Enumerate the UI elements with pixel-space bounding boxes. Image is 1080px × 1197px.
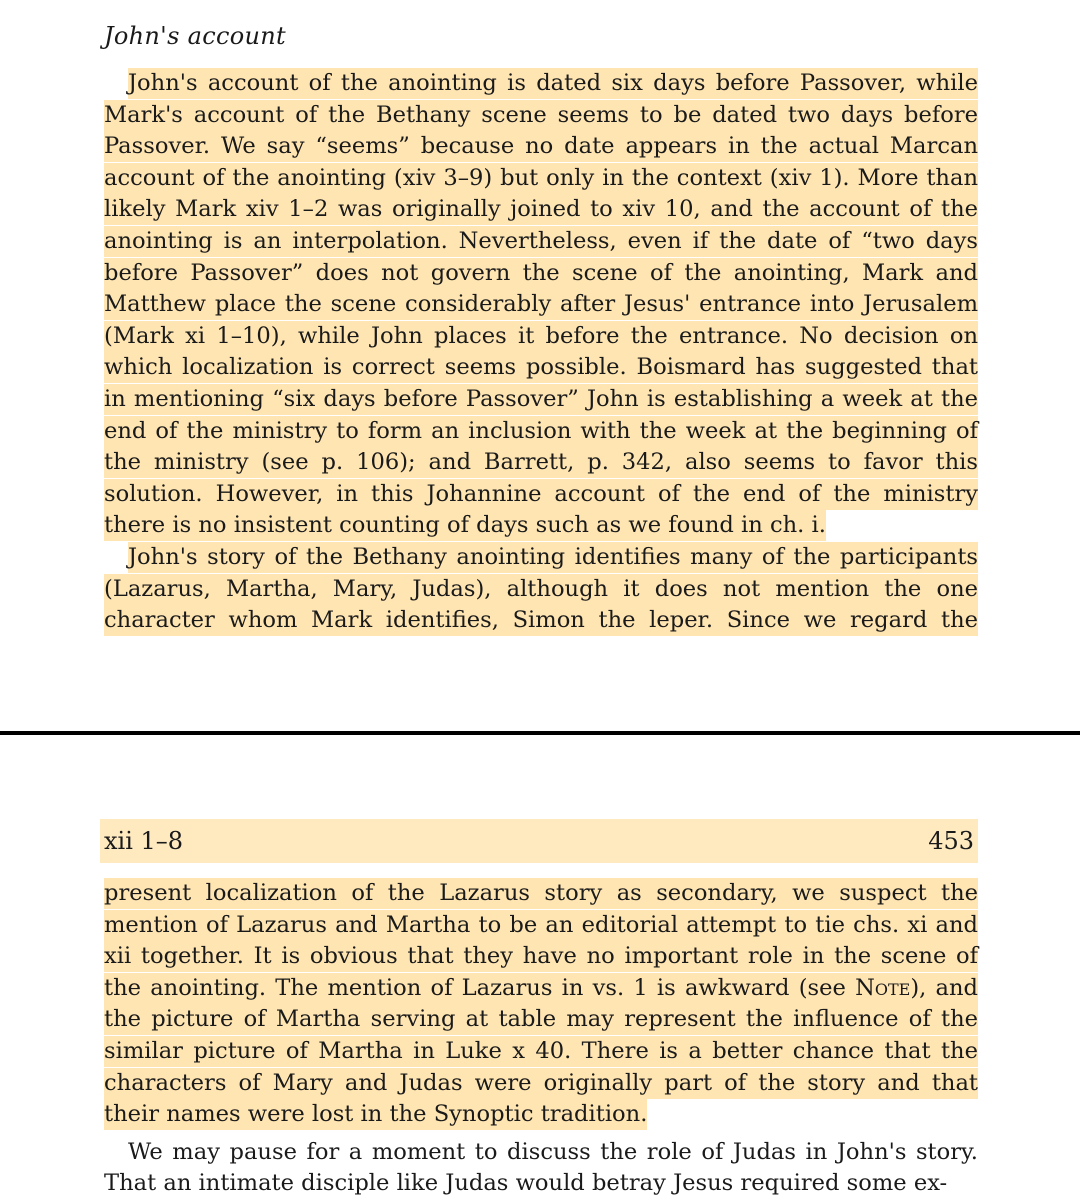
highlighted-text: John's account of the anointing is dated six days before Passover, while Mark's account of the Bethany scene seems to be dated two days before Passover. We say “seems” because no date appears in the actual Marcan account of the anointing (xiv 3–9) but only in the context (xiv 1). More than likely Mark xiv 1–2 was originally joined to xiv 10, and the account of the anointing is an interpolation. Nevertheless, even if the date of “two days before Passover” does not govern the scene of the anointing, Mark and Matthew place the scene considerably after Jesus' entrance into Jerusalem (Mark xi 1–10), while John places it before the entrance. No decision on which localization is correct seems possible. Boismard has suggested that in mentioning “six days before Passover” John is establishing a week at the end of the ministry to form an inclusion with the week at the beginning of the ministry (see p. 106); and Barrett, p. 342, also seems to favor this solution. However, in this Johannine account of the end of the ministry there is no insistent counting of days such as we found in ch. i. xyxy=(104,68,978,541)
upper-body-text xyxy=(104,68,978,637)
paragraph-dating xyxy=(104,68,978,542)
highlighted-text xyxy=(104,878,978,1130)
highlighted-text: John's story of the Bethany anointing identifies many of the participants (Lazarus, Martha, Mary, Judas), although it does not mention the one character whom Mark identifies, Simon the leper. Since we regard the xyxy=(104,542,978,636)
page-number: 453 xyxy=(928,827,974,855)
paragraph-localization xyxy=(104,878,978,1131)
section-heading: John's account xyxy=(104,22,286,50)
running-head xyxy=(100,819,978,863)
paragraph-judas: We may pause for a moment to discuss the role of Judas in John's story. That an intimate disciple like Judas would betray Jesus required some ex- xyxy=(104,1138,978,1197)
highlighted-text-part: ), and the picture of Martha serving at table may represent the influence of the similar picture of Martha in Luke x 40. There is a better chance that the characters of Mary and Judas were originally part of the story and that their names were lost in the Synoptic tradition. xyxy=(104,974,978,1128)
note-reference: Note xyxy=(855,974,911,1001)
paragraph-participants xyxy=(104,542,978,637)
highlighted-text-part: present localization of the Lazarus story as secondary, we suspect the mention of Lazarus and Martha to be an editorial attempt to tie chs. xi and xii together. It is obvious that they have no important role in the scene of the anointing. The mention of Lazarus in vs. 1 is awkward (see xyxy=(104,880,978,1001)
lower-page xyxy=(0,735,1080,1197)
running-head-reference: xii 1–8 xyxy=(104,827,184,855)
lower-body-text xyxy=(104,878,978,1197)
